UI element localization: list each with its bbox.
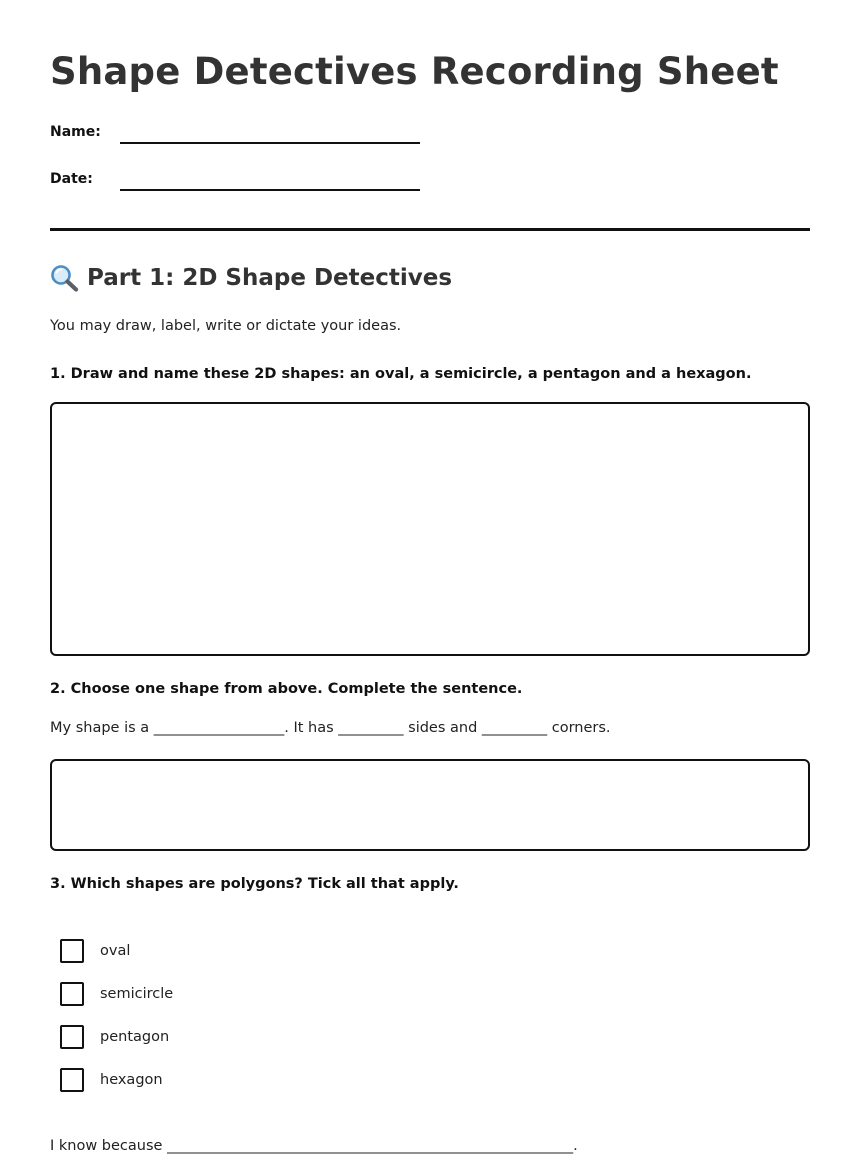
part1-heading <box>50 264 452 292</box>
section-divider <box>50 228 810 231</box>
option-semicircle[interactable] <box>60 981 360 1007</box>
magnifying-glass-icon <box>50 264 80 292</box>
question-3: 3. Which shapes are polygons? Tick all that apply. <box>50 876 459 892</box>
option-label-pentagon: pentagon <box>100 1029 170 1045</box>
option-oval[interactable] <box>60 938 360 964</box>
sentence-answer-box[interactable] <box>50 759 810 851</box>
option-hexagon[interactable] <box>60 1067 360 1093</box>
name-line[interactable] <box>120 142 420 144</box>
name-field[interactable] <box>50 118 470 148</box>
option-pentagon[interactable] <box>60 1024 360 1050</box>
reason-sentence: I know because ________________________________________________________. <box>50 1138 578 1154</box>
question-2: 2. Choose one shape from above. Complete the sentence. <box>50 681 523 697</box>
name-label: Name: <box>50 124 101 140</box>
drawing-box[interactable] <box>50 402 810 656</box>
option-label-hexagon: hexagon <box>100 1072 163 1088</box>
option-label-semicircle: semicircle <box>100 986 174 1002</box>
checkbox-oval[interactable] <box>60 939 84 963</box>
checkbox-hexagon[interactable] <box>60 1068 84 1092</box>
checkbox-pentagon[interactable] <box>60 1025 84 1049</box>
page-title: Shape Detectives Recording Sheet <box>50 50 779 93</box>
part1-heading-text: Part 1: 2D Shape Detectives <box>87 265 453 291</box>
option-label-oval: oval <box>100 943 131 959</box>
date-label: Date: <box>50 171 93 187</box>
date-line[interactable] <box>120 189 420 191</box>
instructions: You may draw, label, write or dictate your ideas. <box>50 318 402 334</box>
sentence-frame: My shape is a __________________. It has _________ sides and _________ corners. <box>50 720 611 736</box>
question-1: 1. Draw and name these 2D shapes: an oval, a semicircle, a pentagon and a hexagon. <box>50 366 752 382</box>
checkbox-semicircle[interactable] <box>60 982 84 1006</box>
date-field[interactable] <box>50 165 470 195</box>
